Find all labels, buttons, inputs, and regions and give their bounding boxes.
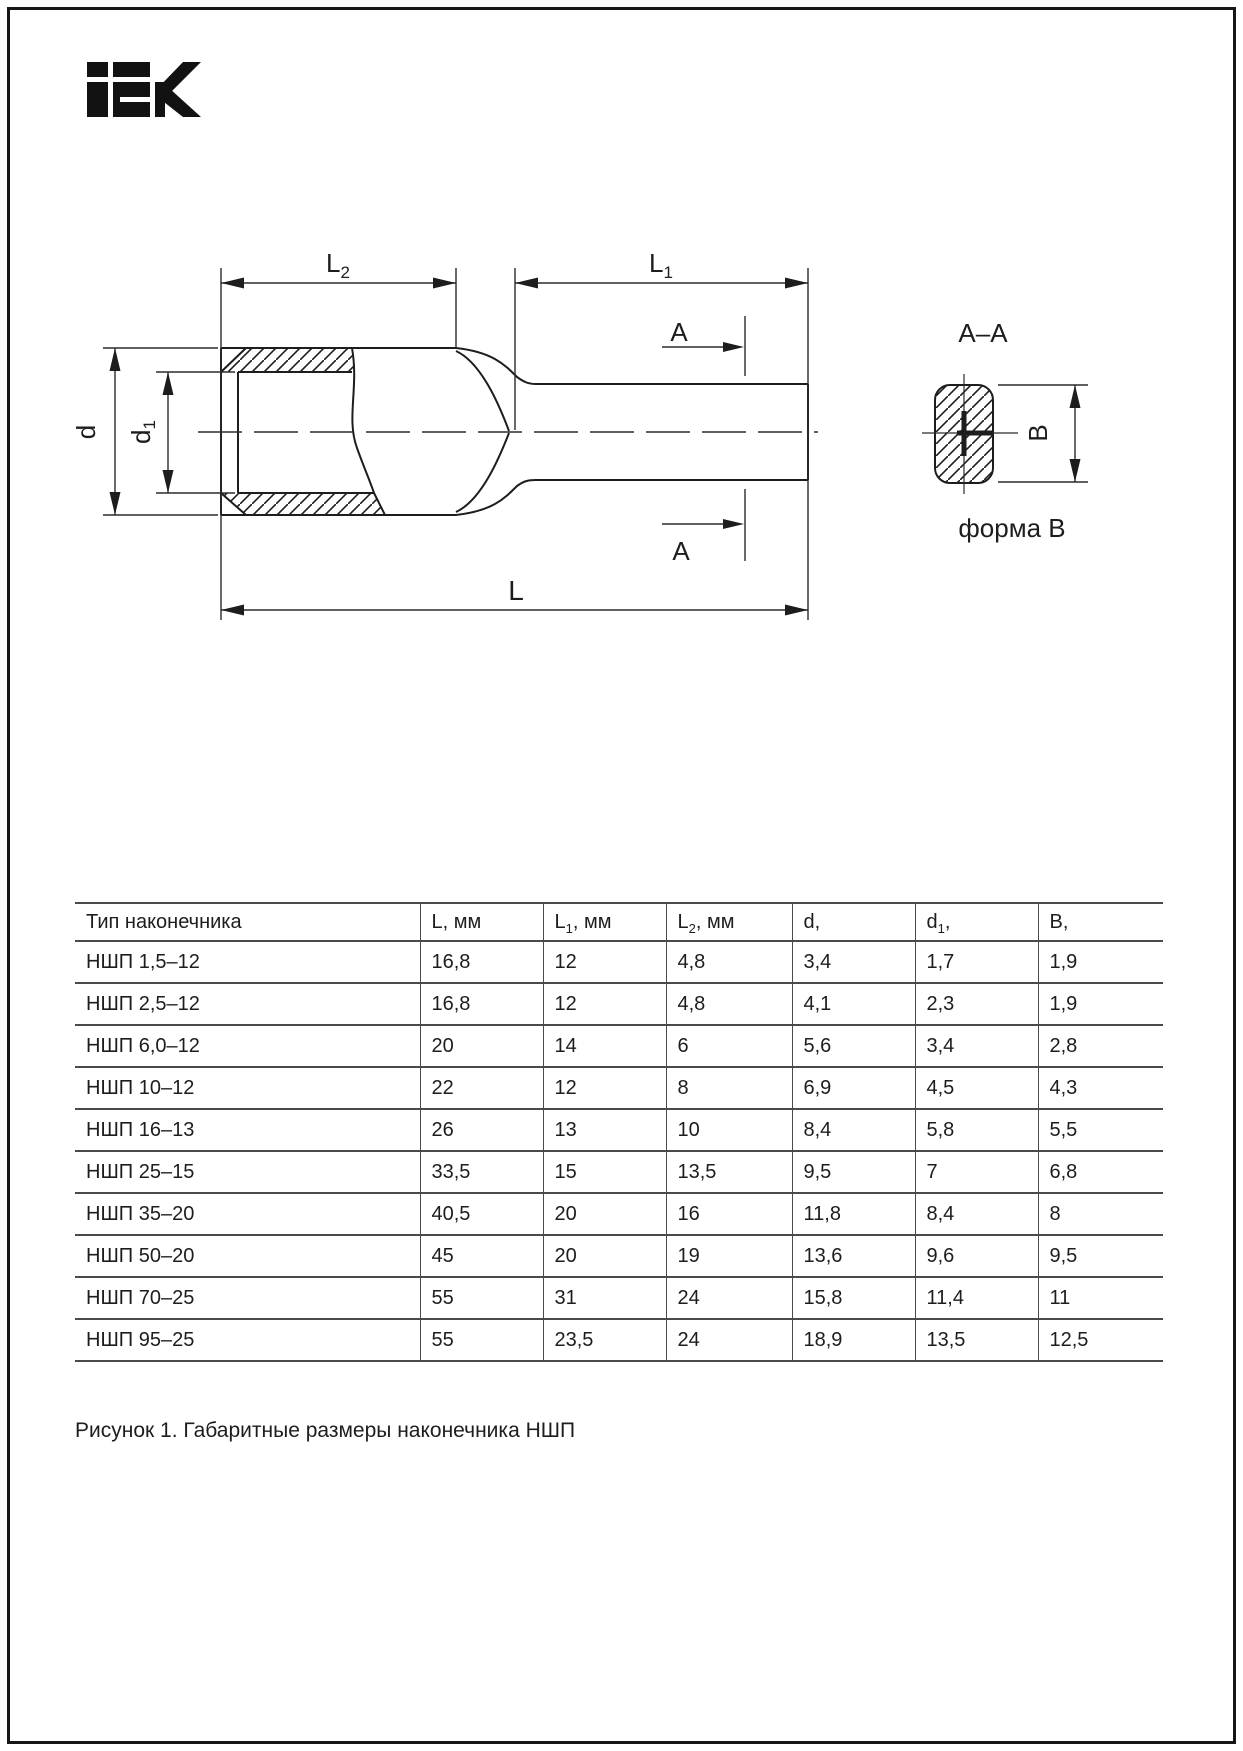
cell-dimension-value: 55 (420, 1277, 543, 1319)
dim-label-l2: $L_2$ (326, 248, 350, 282)
cell-lug-type: НШП 95–25 (75, 1319, 420, 1361)
cell-dimension-value: 13,5 (666, 1151, 792, 1193)
cell-dimension-value: 10 (666, 1109, 792, 1151)
cell-dimension-value: 26 (420, 1109, 543, 1151)
table-body (75, 941, 1163, 1361)
cell-dimension-value: 3,4 (915, 1025, 1038, 1067)
cell-dimension-value: 12 (543, 983, 666, 1025)
cell-dimension-value: 4,1 (792, 983, 915, 1025)
header-type: Тип наконечника (75, 903, 420, 941)
cell-dimension-value: 7 (915, 1151, 1038, 1193)
cell-dimension-value: 6 (666, 1025, 792, 1067)
cell-dimension-value: 4,3 (1038, 1067, 1163, 1109)
cell-dimension-value: 12,5 (1038, 1319, 1163, 1361)
cell-dimension-value: 4,8 (666, 941, 792, 983)
header-l1: $L_1$, мм (543, 903, 666, 941)
cell-dimension-value: 6,9 (792, 1067, 915, 1109)
cell-dimension-value: 8,4 (915, 1193, 1038, 1235)
cell-lug-type: НШП 35–20 (75, 1193, 420, 1235)
cell-dimension-value: 1,9 (1038, 941, 1163, 983)
cell-dimension-value: 24 (666, 1319, 792, 1361)
cell-dimension-value: 20 (543, 1235, 666, 1277)
dim-label-l: L (508, 575, 524, 606)
dim-label-d1: d1 (126, 420, 159, 444)
cell-lug-type: НШП 70–25 (75, 1277, 420, 1319)
cell-dimension-value: 14 (543, 1025, 666, 1067)
cell-dimension-value: 20 (420, 1025, 543, 1067)
sleeve-hatching (221, 348, 385, 515)
cell-dimension-value: 1,7 (915, 941, 1038, 983)
cell-dimension-value: 22 (420, 1067, 543, 1109)
cell-dimension-value: 15,8 (792, 1277, 915, 1319)
table-row (75, 1235, 1163, 1277)
dim-label-d: d (71, 424, 101, 440)
table-row (75, 1109, 1163, 1151)
figure-caption: Рисунок 1. Габаритные размеры наконечника НШП (75, 1419, 576, 1442)
cell-dimension-value: 16,8 (420, 941, 543, 983)
cell-dimension-value: 2,3 (915, 983, 1038, 1025)
cell-dimension-value: 16 (666, 1193, 792, 1235)
cell-dimension-value: 4,5 (915, 1067, 1038, 1109)
cell-dimension-value: 13,6 (792, 1235, 915, 1277)
cell-dimension-value: 12 (543, 1067, 666, 1109)
dim-label-l1: $L_1$ (649, 248, 673, 282)
dim-label-b: B (1023, 424, 1053, 442)
cell-lug-type: НШП 10–12 (75, 1067, 420, 1109)
cell-dimension-value: 8,4 (792, 1109, 915, 1151)
cell-dimension-value: 9,5 (1038, 1235, 1163, 1277)
section-view (922, 374, 1018, 494)
cell-dimension-value: 12 (543, 941, 666, 983)
cell-dimension-value: 5,6 (792, 1025, 915, 1067)
section-arrow-label-bottom: A (672, 536, 690, 566)
cell-dimension-value: 18,9 (792, 1319, 915, 1361)
cell-dimension-value: 45 (420, 1235, 543, 1277)
cell-dimension-value: 9,5 (792, 1151, 915, 1193)
cell-dimension-value: 31 (543, 1277, 666, 1319)
iek-logo (87, 62, 201, 117)
cell-dimension-value: 3,4 (792, 941, 915, 983)
table-row (75, 1151, 1163, 1193)
table-header (75, 903, 1163, 941)
cell-dimension-value: 19 (666, 1235, 792, 1277)
cell-dimension-value: 11,4 (915, 1277, 1038, 1319)
cell-dimension-value: 11 (1038, 1277, 1163, 1319)
table-header-row (75, 903, 1163, 941)
section-title: А–А (958, 318, 1008, 348)
cell-dimension-value: 13,5 (915, 1319, 1038, 1361)
cell-dimension-value: 16,8 (420, 983, 543, 1025)
cell-dimension-value: 8 (666, 1067, 792, 1109)
cell-lug-type: НШП 25–15 (75, 1151, 420, 1193)
header-b: B, (1038, 903, 1163, 941)
header-l2: $L_2$, мм (666, 903, 792, 941)
cell-dimension-value: 4,8 (666, 983, 792, 1025)
table-row (75, 983, 1163, 1025)
cell-dimension-value: 6,8 (1038, 1151, 1163, 1193)
section-arrow-label-top: A (670, 317, 688, 347)
cell-lug-type: НШП 16–13 (75, 1109, 420, 1151)
cell-dimension-value: 2,8 (1038, 1025, 1163, 1067)
dimensions-table (75, 902, 1163, 1362)
header-d: d, (792, 903, 915, 941)
cell-dimension-value: 40,5 (420, 1193, 543, 1235)
table-row (75, 1277, 1163, 1319)
cell-dimension-value: 8 (1038, 1193, 1163, 1235)
cell-dimension-value: 33,5 (420, 1151, 543, 1193)
cell-dimension-value: 55 (420, 1319, 543, 1361)
cell-dimension-value: 23,5 (543, 1319, 666, 1361)
table-row (75, 1193, 1163, 1235)
cell-dimension-value: 20 (543, 1193, 666, 1235)
cell-dimension-value: 5,5 (1038, 1109, 1163, 1151)
table-row (75, 941, 1163, 983)
cell-dimension-value: 1,9 (1038, 983, 1163, 1025)
table-row (75, 1025, 1163, 1067)
header-l: L, мм (420, 903, 543, 941)
cell-dimension-value: 5,8 (915, 1109, 1038, 1151)
header-d1: $d_1$, (915, 903, 1038, 941)
table-row (75, 1319, 1163, 1361)
cell-dimension-value: 9,6 (915, 1235, 1038, 1277)
form-caption: форма В (958, 513, 1066, 543)
cell-lug-type: НШП 6,0–12 (75, 1025, 420, 1067)
cell-dimension-value: 13 (543, 1109, 666, 1151)
cell-lug-type: НШП 50–20 (75, 1235, 420, 1277)
cell-lug-type: НШП 1,5–12 (75, 941, 420, 983)
cell-lug-type: НШП 2,5–12 (75, 983, 420, 1025)
cell-dimension-value: 24 (666, 1277, 792, 1319)
cell-dimension-value: 11,8 (792, 1193, 915, 1235)
table-row (75, 1067, 1163, 1109)
cell-dimension-value: 15 (543, 1151, 666, 1193)
